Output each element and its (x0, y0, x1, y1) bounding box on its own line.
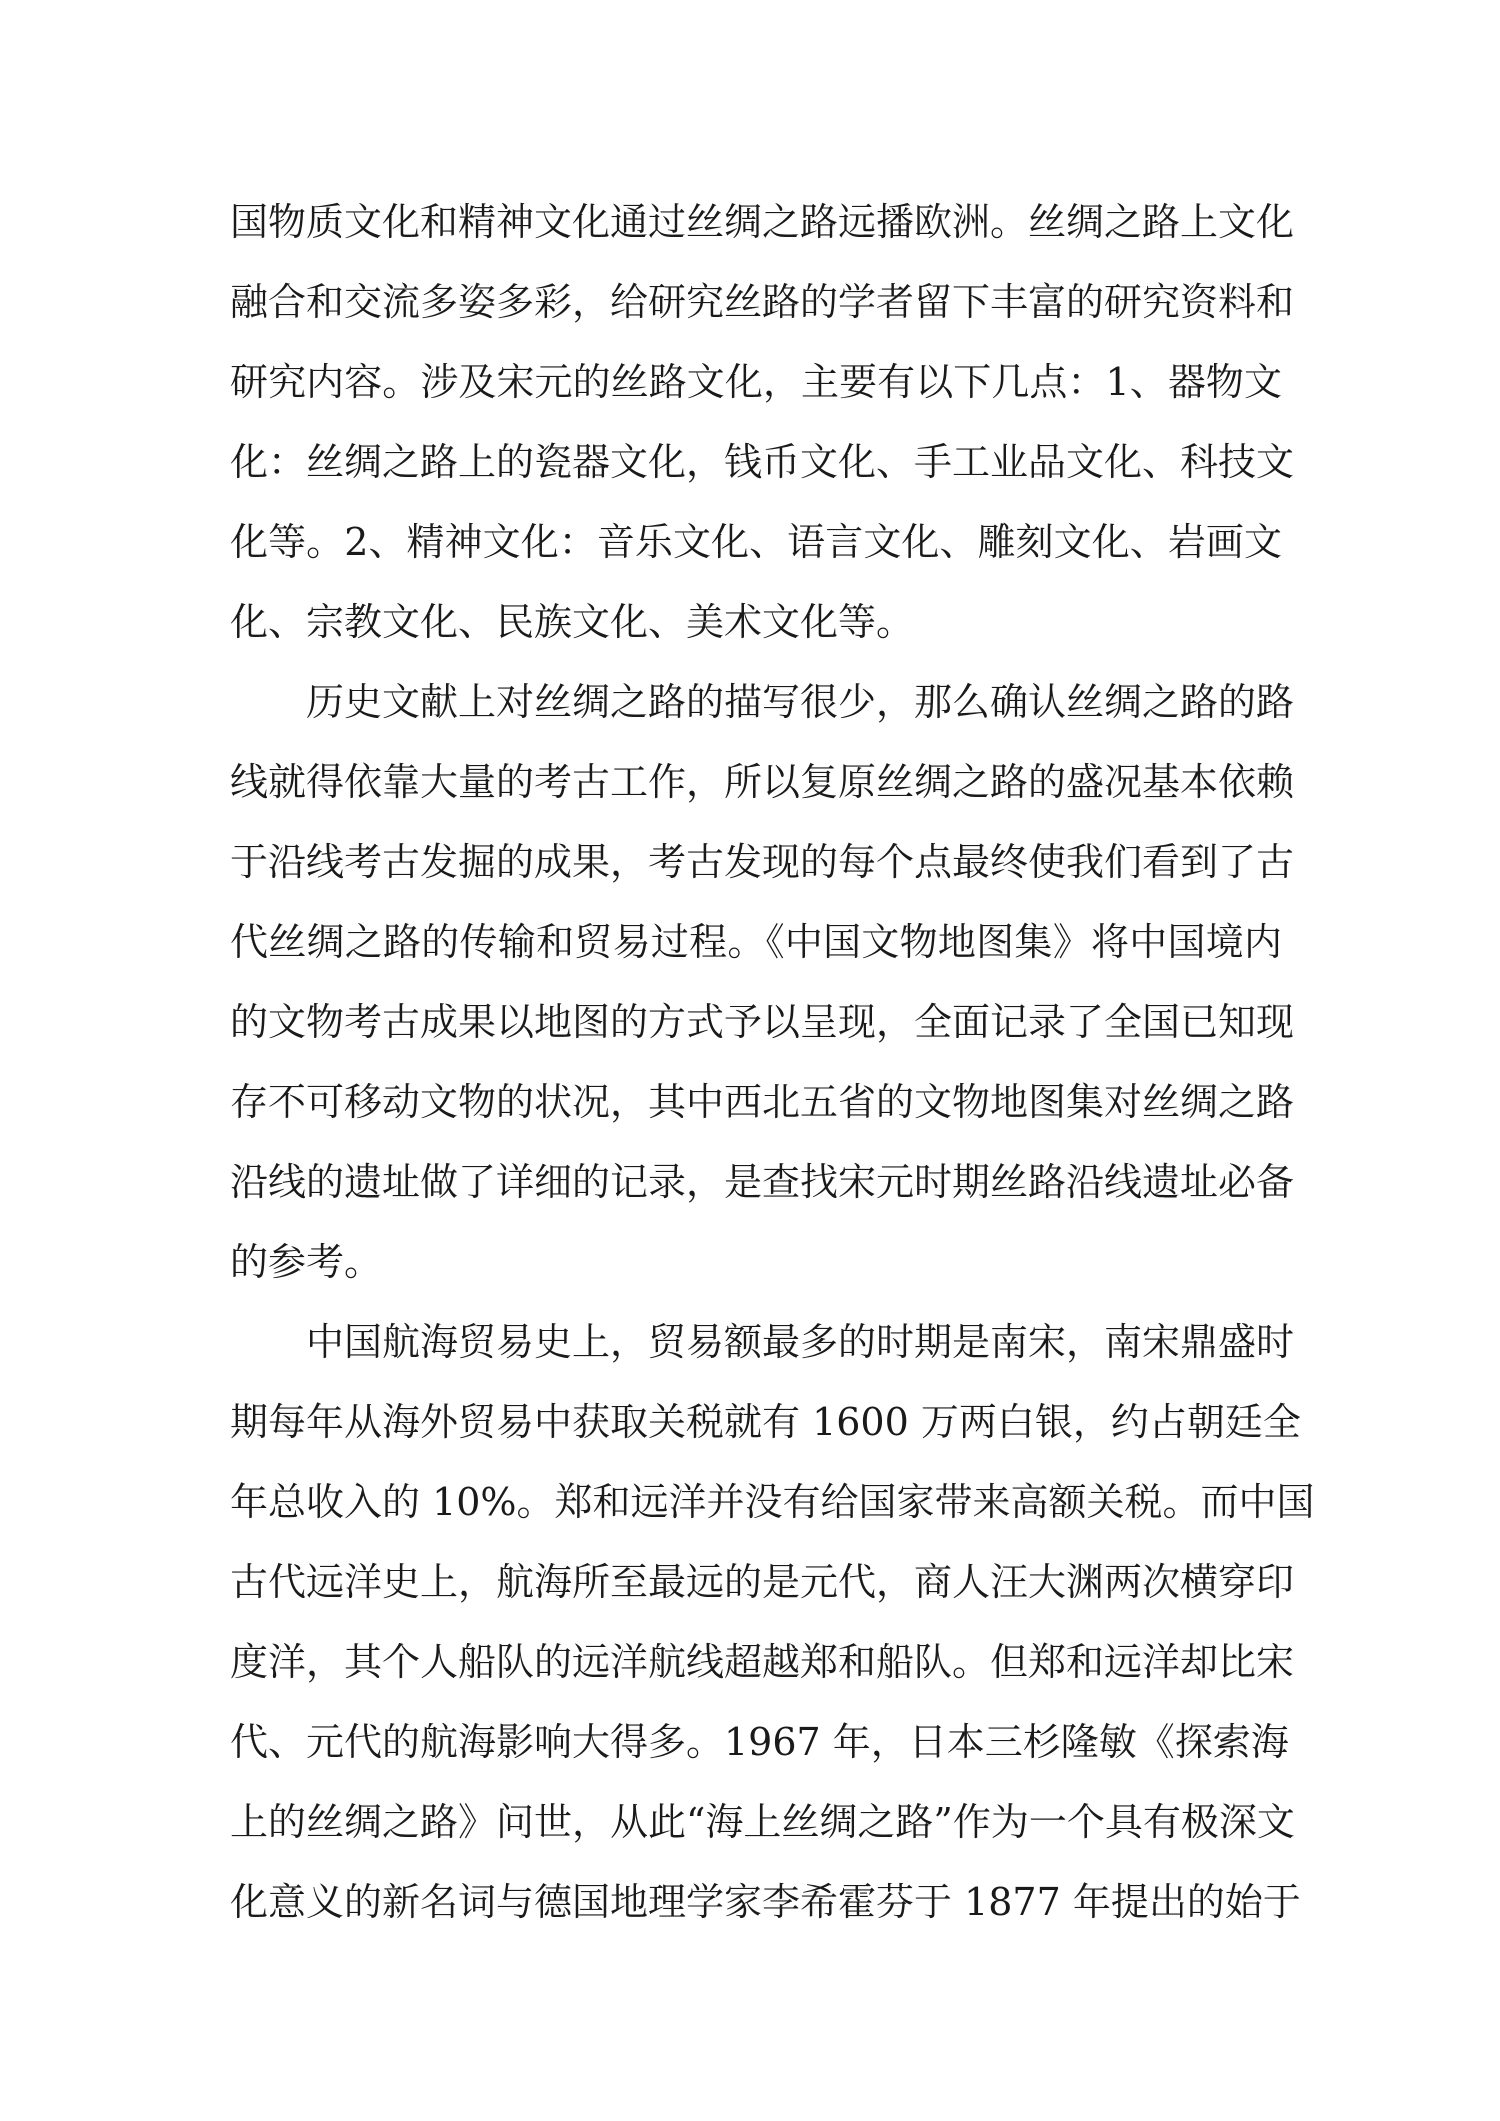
text-line: 古代远洋史上，航海所至最远的是元代，商人汪大渊两次横穿印 (230, 1560, 1295, 1604)
text-line: 历史文献上对丝绸之路的描写很少，那么确认丝绸之路的路 (306, 680, 1295, 724)
text-line: 化、宗教文化、民族文化、美术文化等。 (230, 600, 915, 644)
text-line: 沿线的遗址做了详细的记录，是查找宋元时期丝路沿线遗址必备 (230, 1160, 1295, 1204)
text-line: 于沿线考古发掘的成果，考古发现的每个点最终使我们看到了古 (230, 840, 1295, 884)
paragraph-2 (230, 662, 1295, 1302)
text-line: 代、元代的航海影响大得多。1967 年，日本三杉隆敏《探索海 (230, 1720, 1289, 1764)
text-line: 国物质文化和精神文化通过丝绸之路远播欧洲。丝绸之路上文化 (230, 200, 1295, 244)
paragraph-3 (230, 1302, 1315, 1942)
text-line: 研究内容。涉及宋元的丝路文化，主要有以下几点：1、器物文 (230, 360, 1282, 404)
paragraph-1 (230, 182, 1295, 662)
text-line: 化：丝绸之路上的瓷器文化，钱币文化、手工业品文化、科技文 (230, 440, 1295, 484)
text-line: 的文物考古成果以地图的方式予以呈现，全面记录了全国已知现 (230, 1000, 1295, 1044)
text-line: 线就得依靠大量的考古工作，所以复原丝绸之路的盛况基本依赖 (230, 760, 1295, 804)
text-line: 融合和交流多姿多彩，给研究丝路的学者留下丰富的研究资料和 (230, 280, 1295, 324)
text-line: 中国航海贸易史上，贸易额最多的时期是南宋，南宋鼎盛时 (306, 1320, 1295, 1364)
text-line: 度洋，其个人船队的远洋航线超越郑和船队。但郑和远洋却比宋 (230, 1640, 1295, 1684)
text-line: 化意义的新名词与德国地理学家李希霍芬于 1877 年提出的始于 (230, 1880, 1301, 1924)
text-line: 上的丝绸之路》问世，从此“海上丝绸之路”作为一个具有极深文 (230, 1800, 1295, 1844)
text-line: 存不可移动文物的状况，其中西北五省的文物地图集对丝绸之路 (230, 1080, 1295, 1124)
text-line: 化等。2、精神文化：音乐文化、语言文化、雕刻文化、岩画文 (230, 520, 1282, 564)
text-line: 代丝绸之路的传输和贸易过程。《中国文物地图集》将中国境内 (230, 920, 1282, 964)
text-line: 年总收入的 10%。郑和远洋并没有给国家带来高额关税。而中国 (230, 1480, 1315, 1524)
text-line: 的参考。 (230, 1240, 383, 1284)
text-line: 期每年从海外贸易中获取关税就有 1600 万两白银，约占朝廷全 (230, 1400, 1301, 1444)
